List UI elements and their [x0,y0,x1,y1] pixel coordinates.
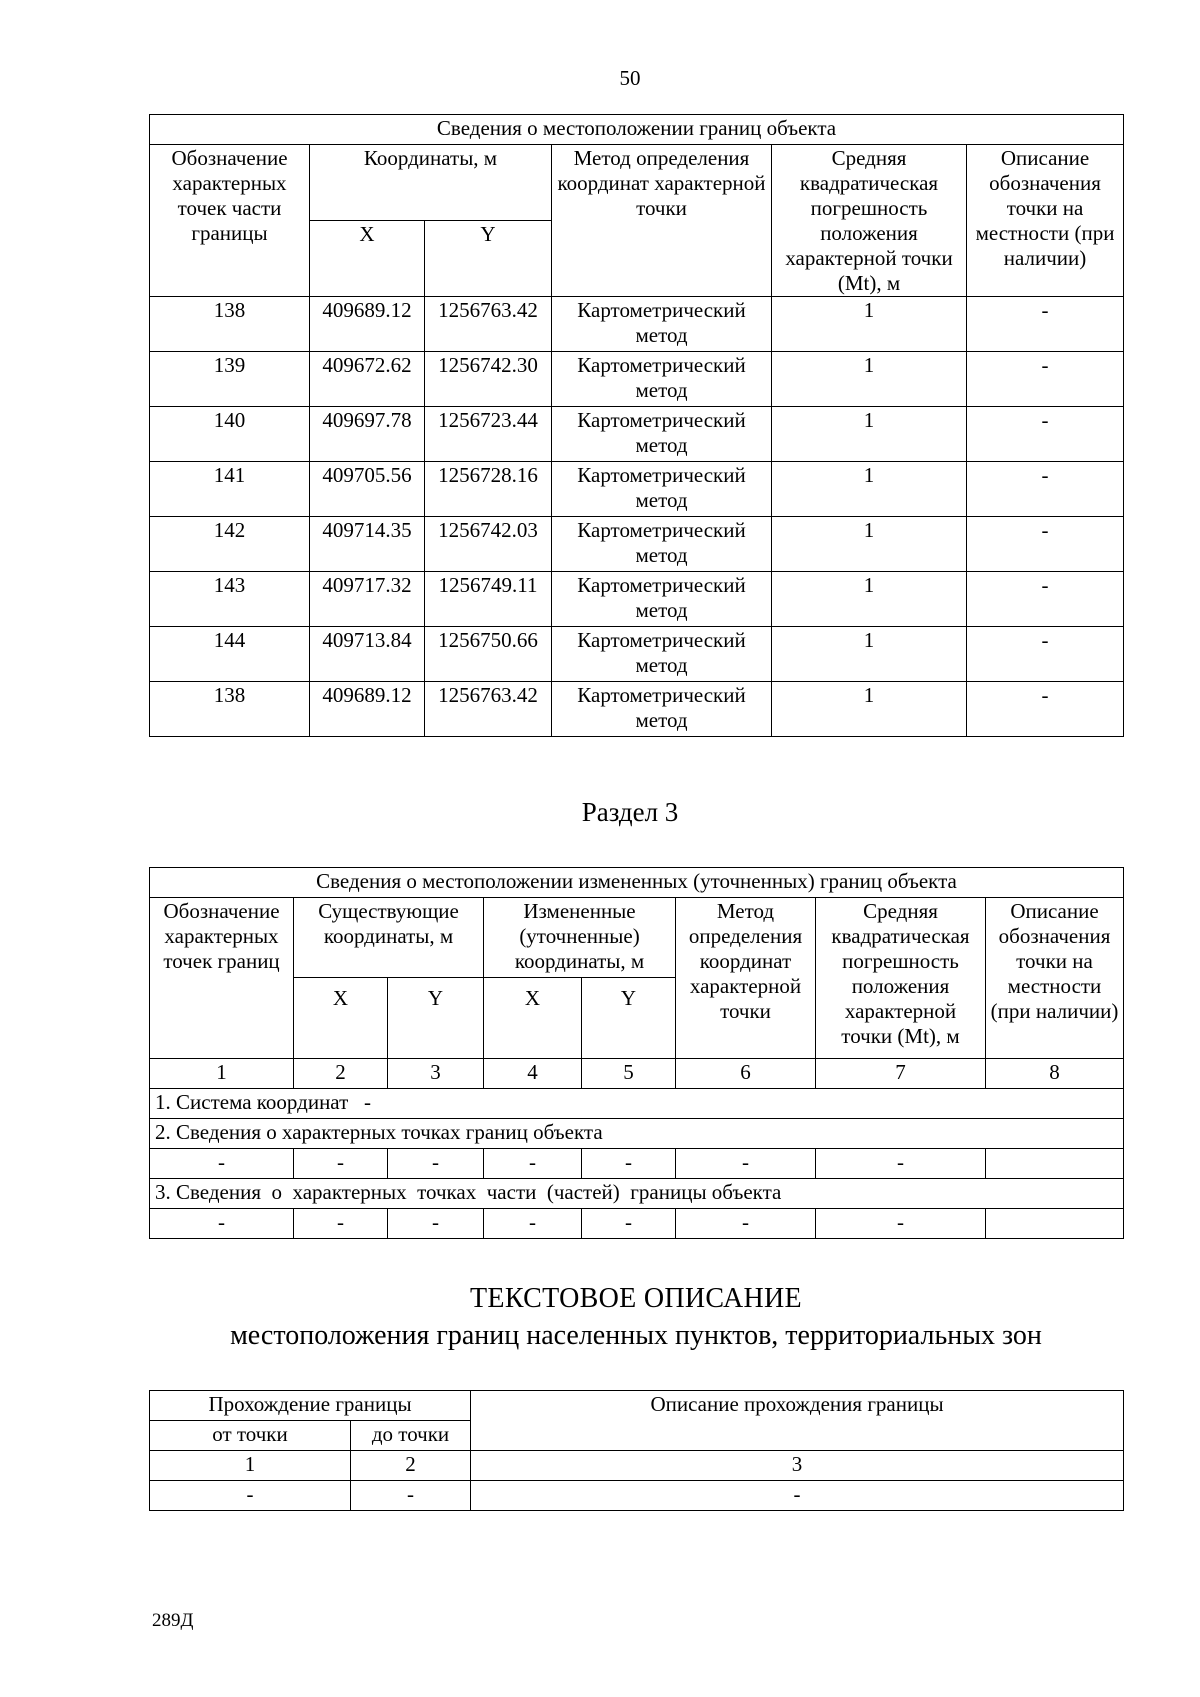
point-id: 144 [150,627,310,682]
table-row [150,682,1124,737]
method: Картометрический метод [552,407,772,462]
header-y-changed: Y [582,978,676,1059]
header-error: Средняя квадратическая погрешность положения характерной точки (Mt), м [772,145,967,297]
cell: - [294,1209,388,1239]
table-row [150,1149,1124,1179]
table2-title: Сведения о местоположении измененных (уточненных) границ объекта [150,868,1124,898]
table-row [150,407,1124,462]
column-numbers-row [150,1451,1124,1481]
section3-row: 3. Сведения о характерных точках части (частей) границы объекта [150,1179,1124,1209]
page-number: 50 [619,66,641,90]
cell: - [294,1149,388,1179]
table-row [150,352,1124,407]
header-passage-description: Описание прохождения границы [471,1391,1124,1451]
header-existing-coords: Существующие координаты, м [294,898,484,978]
description: - [967,352,1124,407]
col-number: 2 [351,1451,471,1481]
cell: - [816,1149,986,1179]
cell: - [816,1209,986,1239]
method: Картометрический метод [552,572,772,627]
table-row [150,572,1124,627]
point-id: 138 [150,682,310,737]
error: 1 [772,407,967,462]
header-y: Y [425,221,552,297]
header-description: Описание обозначения точки на местности (при наличии) [967,145,1124,297]
coord-x: 409713.84 [310,627,425,682]
cell: - [582,1149,676,1179]
coord-x: 409672.62 [310,352,425,407]
description: - [967,517,1124,572]
header-coordinates: Координаты, м [310,145,552,221]
coord-x: 409689.12 [310,682,425,737]
col-number: 7 [816,1059,986,1089]
header-points: Обозначение характерных точек части границы [150,145,310,297]
table-row [150,627,1124,682]
method: Картометрический метод [552,462,772,517]
error: 1 [772,297,967,352]
section-title: Раздел 3 [581,797,679,827]
description: - [967,627,1124,682]
coord-y: 1256723.44 [425,407,552,462]
error: 1 [772,462,967,517]
cell: - [582,1209,676,1239]
header-description: Описание обозначения точки на местности (при наличии) [986,898,1124,1059]
point-id: 143 [150,572,310,627]
cell [986,1149,1124,1179]
error: 1 [772,682,967,737]
table-row [150,462,1124,517]
table-row [150,517,1124,572]
header-passage: Прохождение границы [150,1391,471,1421]
col-number: 5 [582,1059,676,1089]
boundary-passage-table [149,1390,1124,1511]
coord-y: 1256763.42 [425,682,552,737]
header-method: Метод определения координат характерной точки [676,898,816,1059]
table1-title: Сведения о местоположении границ объекта [150,115,1124,145]
header-x: X [310,221,425,297]
col-number: 6 [676,1059,816,1089]
table-row [150,1481,1124,1511]
cell: - [676,1209,816,1239]
col-number: 1 [150,1451,351,1481]
point-id: 141 [150,462,310,517]
coord-y: 1256749.11 [425,572,552,627]
footer-code: 289Д [152,1610,194,1631]
method: Картометрический метод [552,297,772,352]
coord-x: 409705.56 [310,462,425,517]
cell: - [471,1481,1124,1511]
description: - [967,297,1124,352]
cell: - [676,1149,816,1179]
method: Картометрический метод [552,352,772,407]
point-id: 138 [150,297,310,352]
column-numbers-row [150,1059,1124,1089]
coord-y: 1256742.30 [425,352,552,407]
coord-y: 1256750.66 [425,627,552,682]
cell: - [484,1209,582,1239]
point-id: 140 [150,407,310,462]
method: Картометрический метод [552,682,772,737]
text-description-title: ТЕКСТОВОЕ ОПИСАНИЕ [470,1283,802,1314]
header-changed-coords: Измененные (уточненные) координаты, м [484,898,676,978]
coord-x: 409689.12 [310,297,425,352]
description: - [967,682,1124,737]
point-id: 139 [150,352,310,407]
coordinate-system-row: 1. Система координат - [150,1089,1124,1119]
col-number: 3 [388,1059,484,1089]
header-y-existing: Y [388,978,484,1059]
point-id: 142 [150,517,310,572]
description: - [967,407,1124,462]
method: Картометрический метод [552,627,772,682]
cell: - [484,1149,582,1179]
section2-row: 2. Сведения о характерных точках границ объекта [150,1119,1124,1149]
header-to-point: до точки [351,1421,471,1451]
coord-y: 1256728.16 [425,462,552,517]
cell: - [150,1209,294,1239]
coord-y: 1256763.42 [425,297,552,352]
table-row [150,297,1124,352]
coord-x: 409697.78 [310,407,425,462]
header-error: Средняя квадратическая погрешность положения характерной точки (Mt), м [816,898,986,1059]
description: - [967,572,1124,627]
coord-x: 409714.35 [310,517,425,572]
cell: - [388,1209,484,1239]
cell [986,1209,1124,1239]
method: Картометрический метод [552,517,772,572]
coord-y: 1256742.03 [425,517,552,572]
col-number: 1 [150,1059,294,1089]
boundary-coordinates-table [149,114,1124,737]
cell: - [150,1481,351,1511]
col-number: 3 [471,1451,1124,1481]
header-x-changed: X [484,978,582,1059]
header-x-existing: X [294,978,388,1059]
coord-x: 409717.32 [310,572,425,627]
error: 1 [772,352,967,407]
cell: - [351,1481,471,1511]
error: 1 [772,572,967,627]
col-number: 4 [484,1059,582,1089]
cell: - [150,1149,294,1179]
table-row [150,1209,1124,1239]
changed-boundaries-table [149,867,1124,1239]
error: 1 [772,627,967,682]
header-points: Обозначение характерных точек границ [150,898,294,1059]
col-number: 2 [294,1059,388,1089]
header-method: Метод определения координат характерной точки [552,145,772,297]
cell: - [388,1149,484,1179]
col-number: 8 [986,1059,1124,1089]
error: 1 [772,517,967,572]
text-description-subtitle: местоположения границ населенных пунктов, территориальных зон [230,1320,1042,1351]
header-from-point: от точки [150,1421,351,1451]
description: - [967,462,1124,517]
